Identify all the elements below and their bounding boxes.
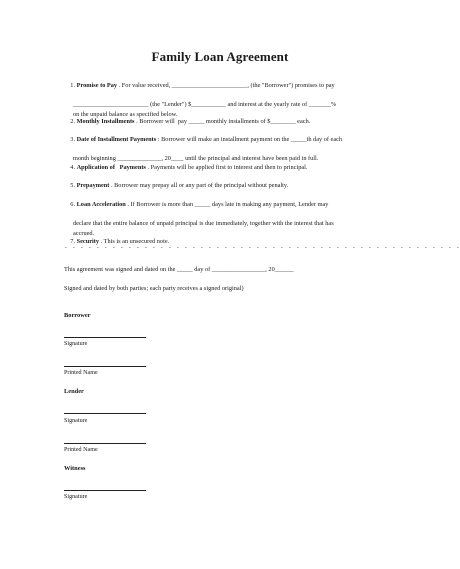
clause-heading: Prepayment: [76, 182, 110, 190]
clause-heading: Security: [76, 238, 99, 246]
clause-heading: Loan Acceleration: [76, 201, 126, 209]
signed-by-statement: Signed and dated by both parties; each party receives a signed original): [64, 285, 244, 292]
lender-signature-label: Signature: [64, 418, 88, 424]
clause-text-line: on the unpaid balance as specified below.: [73, 110, 178, 118]
clause-number: 3.: [70, 136, 76, 144]
clause-heading: Date of Installment Payments: [76, 136, 157, 144]
lender-printed-name-line[interactable]: [64, 443, 146, 444]
witness-heading: Witness: [64, 465, 86, 472]
clause-text-line: Borrower will make an installment payment on the _____th day of each: [161, 136, 343, 144]
witness-signature-label: Signature: [64, 494, 88, 500]
clause-separator: :: [156, 136, 162, 144]
signed-dated-statement: This agreement was signed and dated on the _____ day of _________________, 20______: [64, 266, 294, 273]
lender-printed-name-label: Printed Name: [64, 447, 98, 453]
borrower-heading: Borrower: [64, 312, 91, 319]
clause-separator: .: [99, 238, 104, 246]
clause-number: 4.: [70, 164, 76, 172]
clause-text-line: Borrower will pay _____ monthly installments of $________ each.: [139, 118, 311, 126]
clause-text-line: This is an unsecured note.: [103, 238, 170, 246]
clause-number: 1.: [70, 82, 76, 90]
clause-heading: Application of Payments: [76, 164, 146, 172]
clause-separator: .: [109, 182, 115, 190]
lender-heading: Lender: [64, 388, 84, 395]
clause-text-line: Borrower may prepay all or any part of the principal without penalty.: [114, 182, 289, 190]
clause-separator: .: [145, 164, 151, 172]
clause-number: 2.: [70, 118, 76, 126]
clause-text-line: declare that the entire balance of unpaid principal is due immediately, together with the interest that has: [73, 220, 334, 228]
lender-signature-line[interactable]: [64, 413, 146, 414]
clause-heading: Monthly Installments: [76, 118, 135, 126]
clause-number: 7.: [70, 238, 76, 246]
clause-text-line: Payments will be applied first to interest and then to principal.: [150, 164, 308, 172]
clause-separator: .: [117, 82, 122, 90]
clause-text-line: accrued.: [73, 229, 95, 237]
borrower-signature-line[interactable]: [64, 337, 146, 338]
clause-text-line: For value received, ________________________, (the "Borrower") promises to pay: [121, 82, 335, 90]
clause-text-line: ________________________ (the "Lender") $___________ and interest at the yearly rate of _______%: [73, 101, 337, 109]
clause-heading: Promise to Pay: [76, 82, 118, 90]
page-title: Family Loan Agreement: [151, 49, 289, 64]
clause-number: 6.: [70, 201, 76, 209]
dashed-separator: - - - - - - - - - - - - - - - - - - - - - - - - - - - - - - - - - - - - - - - - - - - - - - - - - -: [64, 244, 460, 251]
borrower-signature-label: Signature: [64, 341, 88, 347]
clause-number: 5.: [70, 182, 76, 190]
borrower-printed-name-line[interactable]: [64, 366, 146, 367]
clause-text-line: If Borrower is more than _____ days late in making any payment, Lender may: [130, 201, 329, 209]
clause-text-line: month beginning ______________, 20____ until the principal and interest have been paid in full.: [73, 155, 319, 163]
witness-signature-line[interactable]: [64, 490, 146, 491]
clause-separator: .: [134, 118, 140, 126]
borrower-printed-name-label: Printed Name: [64, 370, 98, 376]
clause-security: [64, 228, 460, 256]
clause-separator: .: [125, 201, 131, 209]
